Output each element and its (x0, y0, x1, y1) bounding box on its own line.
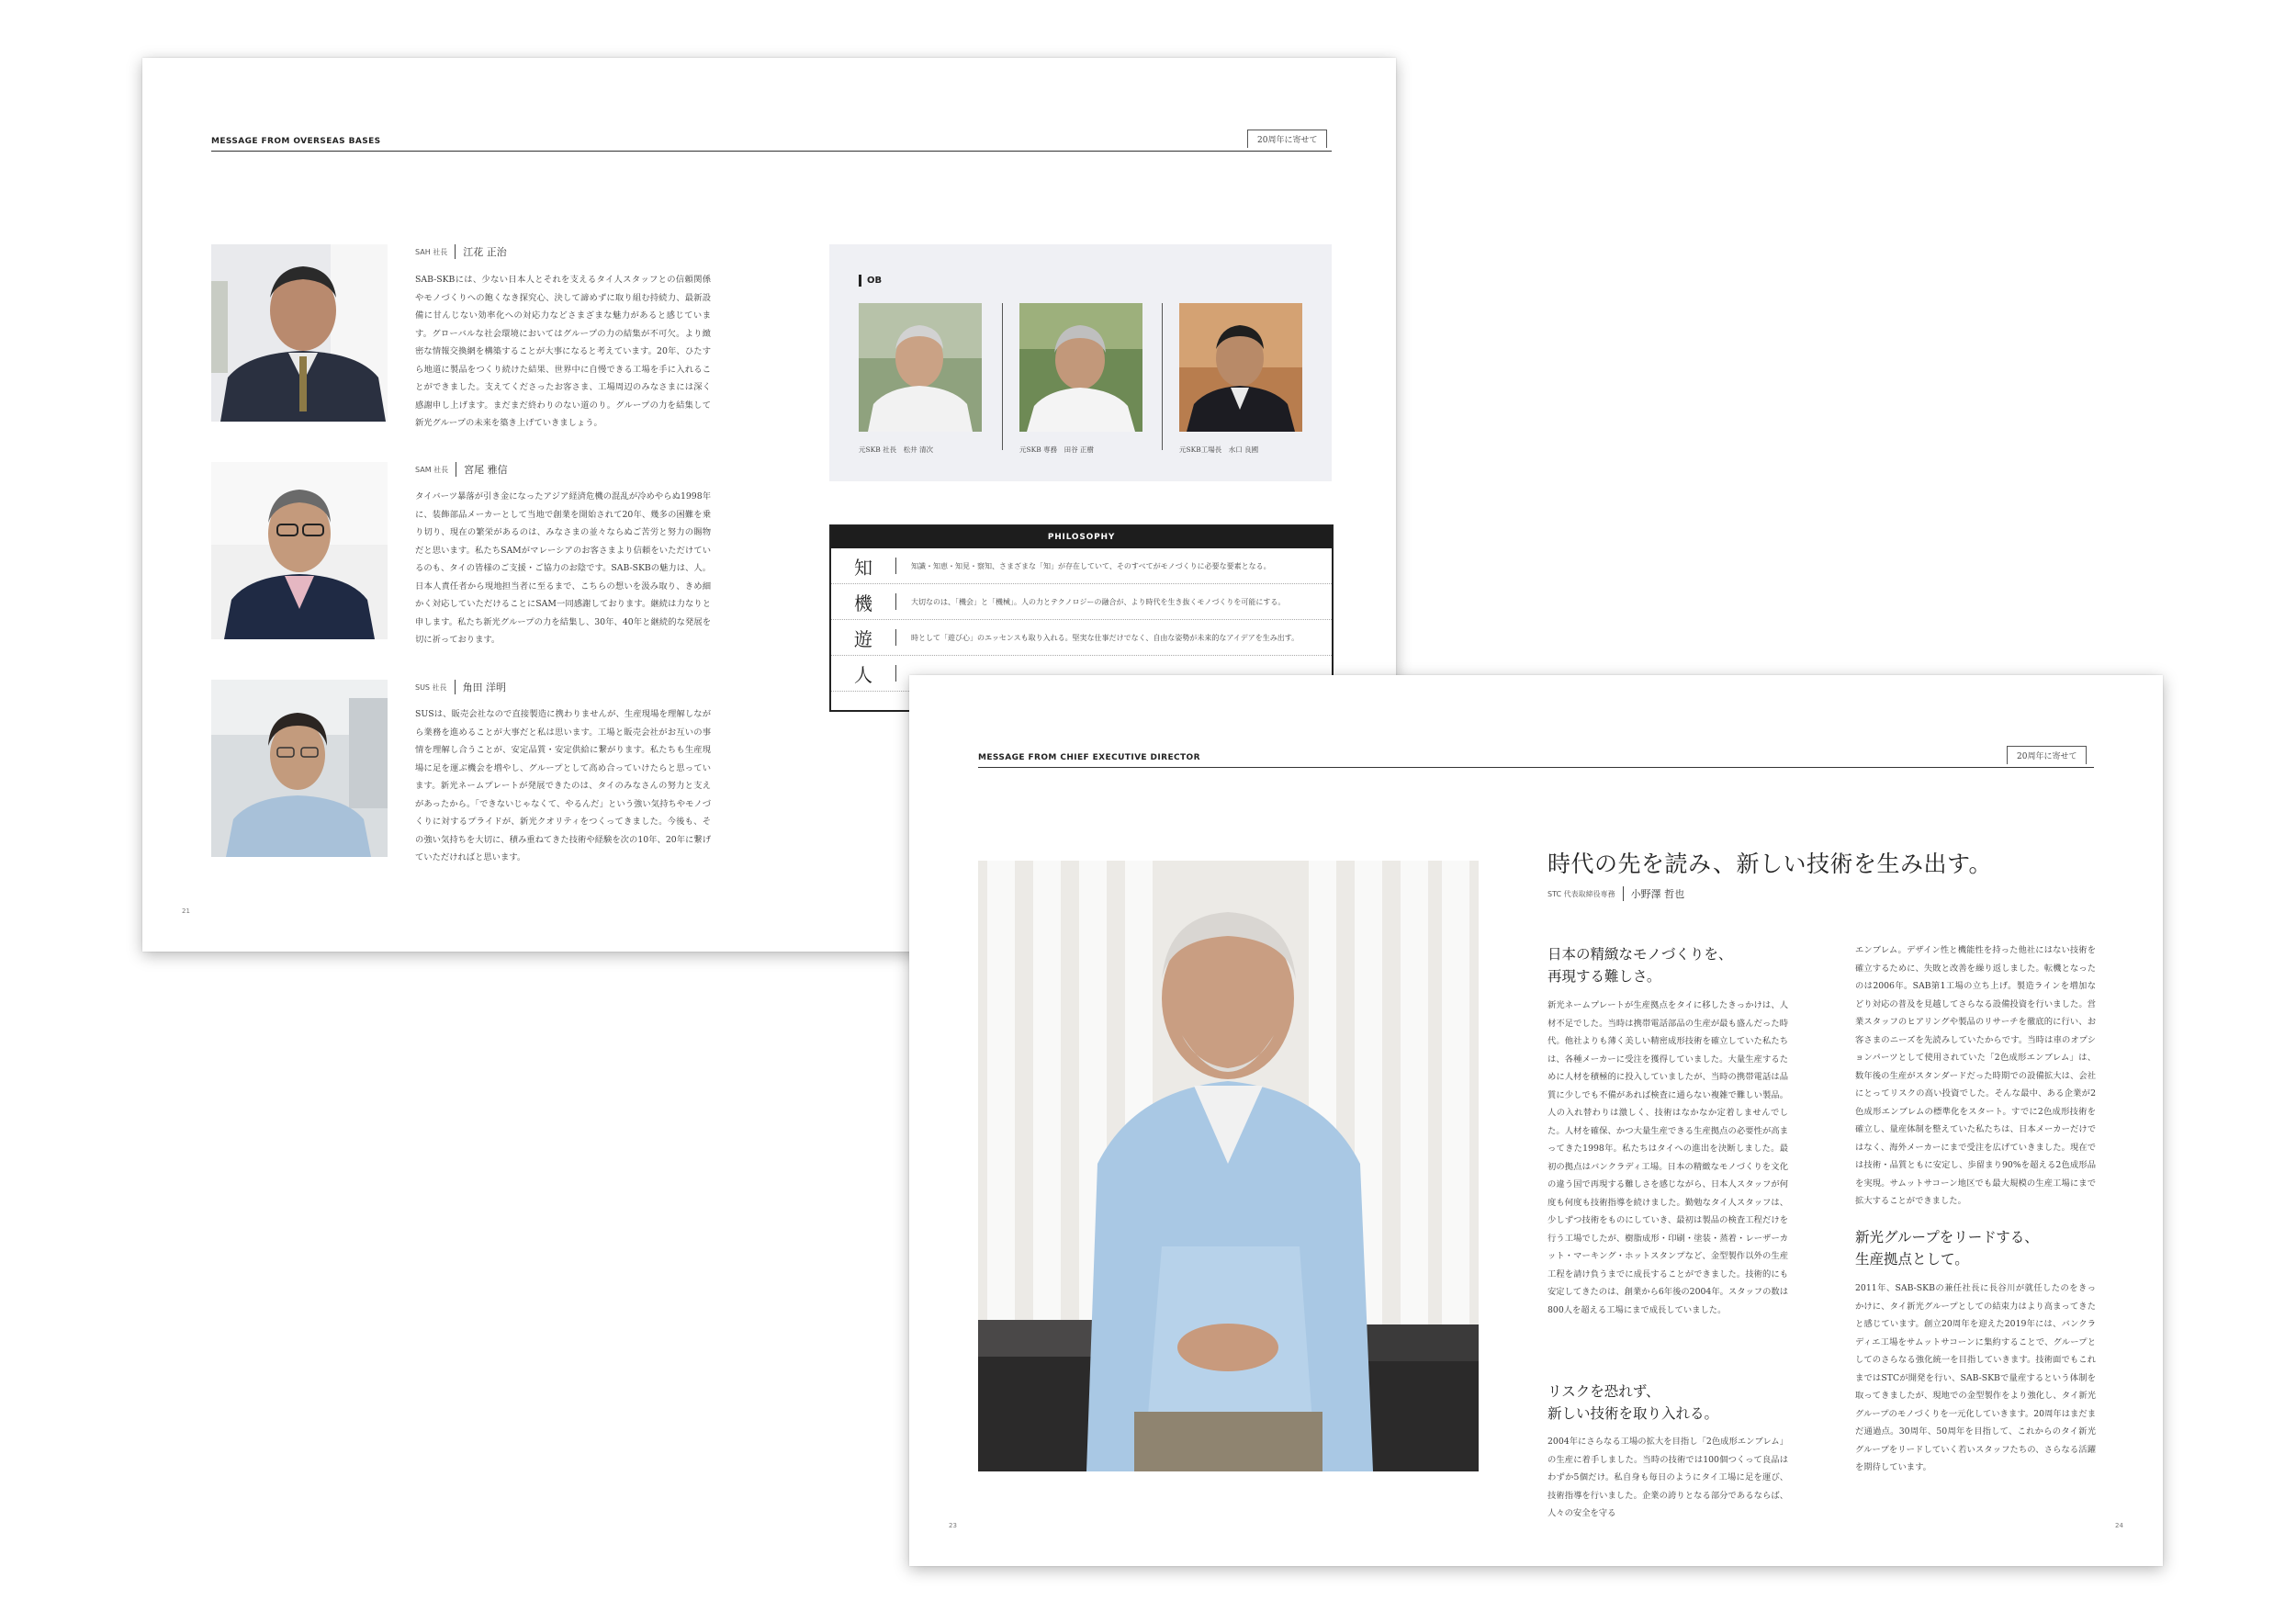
section-4-text: 2011年、SAB-SKBの兼任社長に長谷川が就任したのをきっかけに、タイ新光グループとしての結束力はより高まってきたと感じています。創立20周年を迎えた2019年には、バンクラディエ工場をサムットサコーンに集約することで、グループとしてのさらなる強化統一を目指していきます。技術面でもこれまではSTCが開発を行い、SAB-SKBで量産するという体制を取ってきましたが、現地での金型製作をより強化し、タイ新光グループのモノづくりを一元化していきます。20周年はまだまだ通過点。30周年、50周年を目指して、これからのタイ新光グループをリードしていく若いスタッフたちの、さらなる活躍を期待しています。 (1855, 1283, 2096, 1472)
philosophy-title: PHILOSOPHY (831, 526, 1332, 548)
section-1-heading (1548, 943, 1732, 987)
ob-divider-2 (1162, 303, 1163, 450)
ob-caption-3: 元SKB工場長 水口 良國 (1179, 445, 1259, 454)
ob-photo-3 (1179, 303, 1302, 432)
philosophy-row (831, 584, 1332, 620)
philosophy-kanji: 遊 (854, 627, 872, 650)
ob-photo-1 (859, 303, 982, 432)
portrait-photo-3 (211, 680, 388, 857)
section-3-text: エンブレム。デザイン性と機能性を持った他社にはない技術を確立するために、失敗と改善を繰り返しました。転機となったのは2006年。SAB第1工場の立ち上げ。製造ラインを増加などり対応の普及を見越してさらなる設備投資を行いました。営業スタッフのヒアリングや製品のリサーチを徹底的に行い、お客さまのニーズを先読みしていたからです。当時は車のオプションパーツとして使用されていた「2色成形エンブレム」は、数年後の生産がスタンダードだった時期での設備拡大は、会社にとってリスクの高い投資でした。そんな最中、ある企業が2色成形エンブレムの標準化をスタート。すでに2色成形技術を確立し、量産体制を整えていた私たちは、日本メーカーだけではなく、海外メーカーにまで受注を広げていきました。現在では技術・品質ともに安定し、歩留まり90%を超える2色成形品を実現。サムットサコーン地区でも最大規模の生産工場にまで拡大することができました。 (1855, 945, 2096, 1206)
philosophy-divider (895, 558, 896, 574)
section-4-heading (1855, 1226, 2039, 1270)
executive-name: 小野澤 哲也 (1630, 888, 1685, 900)
philosophy-divider (895, 629, 896, 646)
portrait-photo-1 (211, 244, 388, 422)
philosophy-divider (895, 593, 896, 610)
philosophy-text: 時として「遊び心」のエッセンスも取り入れる。堅実な仕事だけでなく、自由な姿勢が未来的なアイデアを生み出す。 (911, 633, 1300, 642)
ob-divider-1 (1002, 303, 1003, 450)
section-1-text: 新光ネームプレートが生産拠点をタイに移したきっかけは、人材不足でした。当時は携帯電話部品の生産が最も盛んだった時代。他社よりも薄く美しい精密成形技術を確立していた私たちは、各種メーカーに受注を獲得していました。大量生産するために人材を積極的に投入していましたが、当時の携帯電話は品質に少しでも不備があれば検査に通らない複雑で難しい製品。人の入れ替わりは激しく、技術はなかなか定着しませんでした。人材を確保、かつ大量生産できる生産拠点の必要性が高まってきた1998年。私たちはタイへの進出を決断しました。最初の拠点はバンクラディ工場。日本の精緻なモノづくりを文化の違う国で再現する難しさを感じながら、日本人スタッフが何度も何度も技術指導を続けました。勤勉なタイ人スタッフは、少しずつ技術をものにしていき、最初は製品の検査工程だけを行う工場でしたが、樹脂成形・印刷・塗装・蒸着・レーザーカット・マーキング・ホットスタンプなど、金型製作以外の生産工程を請け負うまでに成長することができました。技術的にも安定してきたのは、創業から6年後の2004年。スタッフの数は800人を超える工場にまで成長していました。 (1548, 1000, 1788, 1315)
front-header-rule (978, 767, 2094, 768)
profile-1-role: SAH 社長 (415, 247, 448, 256)
executive-meta (1548, 886, 1684, 901)
back-page-header: MESSAGE FROM OVERSEAS BASES (211, 137, 381, 146)
front-page-spread (909, 675, 2163, 1566)
profile-3-meta (415, 680, 506, 694)
front-page-number-right: 24 (2115, 1522, 2123, 1529)
profile-3-divider (455, 680, 456, 694)
ob-photo-2 (1019, 303, 1142, 432)
front-page-header: MESSAGE FROM CHIEF EXECUTIVE DIRECTOR (978, 753, 1200, 762)
section-1-heading-line-1: 日本の精緻なモノづくりを、 (1548, 946, 1733, 963)
section-4-heading-line-1: 新光グループをリードする、 (1855, 1229, 2039, 1245)
philosophy-kanji: 人 (854, 663, 872, 686)
executive-divider (1623, 886, 1624, 901)
profile-1-text: SAB-SKBには、少ない日本人とそれを支えるタイ人スタッフとの信頼関係やモノづくりへの飽くなき探究心、決して諦めずに取り組む持続力、最新設備に甘んじない効率化への対応力などさまざまな魅力があると感じています。グローバルな社会環境においてはグループの力の結集が不可欠。より緻密な情報交換網を構築することが大事になると考えています。20年、ひたすら地道に製品をつくり続けた結果、世界中に自慢できる工場を手に入れることができました。支えてくださったお客さま、工場周辺のみなさまには深く感謝申し上げます。まだまだ終わりのない道のり。グループの力を結集して新光グループの未来を築き上げていきましょう。 (415, 275, 711, 428)
section-2-heading-line-1: リスクを恐れず、 (1548, 1383, 1660, 1400)
philosophy-kanji: 機 (854, 592, 872, 614)
section-2-heading-line-2: 新しい技術を取り入れる。 (1548, 1405, 1719, 1422)
profile-1-meta (415, 244, 507, 259)
philosophy-kanji: 知 (854, 556, 872, 579)
profile-1-name: 江花 正治 (463, 246, 507, 258)
philosophy-text: 大切なのは、「機会」と「機械」。人の力とテクノロジーの融合が、より時代を生き抜くモノづくりを可能にする。 (911, 597, 1286, 606)
executive-portrait-photo (978, 861, 1479, 1471)
profile-2-role: SAM 社長 (415, 465, 449, 474)
back-header-rule (211, 151, 1332, 152)
philosophy-divider (895, 665, 896, 682)
front-page-number-left: 23 (949, 1522, 957, 1529)
ob-caption-2: 元SKB 専務 田谷 正樹 (1019, 445, 1095, 454)
profile-2-name: 宮尾 雅信 (464, 464, 508, 476)
philosophy-text: 知識・知恵・知見・察知、さまざまな「知」が存在していて、そのすべてがモノづくりに必要な要素となる。 (911, 561, 1271, 570)
portrait-photo-2 (211, 462, 388, 639)
executive-role: STC 代表取締役専務 (1548, 889, 1615, 898)
article-title: 時代の先を読み、新しい技術を生み出す。 (1548, 851, 1993, 877)
profile-2-text: タイバーツ暴落が引き金になったアジア経済危機の混乱が冷めやらぬ1998年に、装飾部品メーカーとして当地で創業を開始されて20年、幾多の困難を乗り切り、現在の繁栄があるのは、みなさまの並々ならぬご苦労と努力の賜物だと思います。私たちSAMがマレーシアのお客さまより信頼をいただけているのも、タイの皆様のご支援・ご協力のお陰です。SAB-SKBの魅力は、人。日本人責任者から現地担当者に至るまで、こちらの想いを汲み取り、きめ細かく対応していただけることにSAM一同感謝しております。継続は力なりと申します。私たち新光グループの力を結集し、30年、40年と継続的な発展を切に祈っております。 (415, 491, 711, 645)
back-page-number: 21 (182, 907, 190, 915)
back-page-tag: 20周年に寄せて (1247, 130, 1327, 148)
ob-box (829, 244, 1332, 481)
profile-2-meta (415, 462, 508, 477)
section-4-heading-line-2: 生産拠点として。 (1855, 1251, 1969, 1268)
profile-3-text: SUSは、販売会社なので直接製造に携わりませんが、生産現場を理解しながら業務を進めることが大事だと私は思います。工場と販売会社がお互いの事情を理解し合うことが、安定品質・安定供給に繋がります。私たちも生産現場に足を運ぶ機会を増やし、グループとして高め合っていけたらと思っています。新光ネームプレートが発展できたのは、タイのみなさんの努力と支えがあったから。「できないじゃなくて、やるんだ」という強い気持ちやモノづくりに対するプライドが、新光クオリティをつくってきました。今後も、その強い気持ちを大切に、積み重ねてきた技術や経験を次の10年、20年に繋げていただければと思います。 (415, 709, 711, 862)
section-2-heading (1548, 1381, 1718, 1425)
section-1-heading-line-2: 再現する難しさ。 (1548, 968, 1661, 985)
front-page-tag: 20周年に寄せて (2007, 746, 2087, 764)
profile-1-divider (455, 244, 456, 259)
philosophy-row (831, 620, 1332, 656)
profile-3-role: SUS 社長 (415, 682, 447, 692)
ob-title: OB (859, 275, 882, 287)
philosophy-row (831, 548, 1332, 584)
profile-3-name: 角田 洋明 (462, 682, 507, 693)
section-2-text: 2004年にさらなる工場の拡大を目指し「2色成形エンブレム」の生産に着手しました。当時の技術では100個つくって良品はわずか5個だけ。私自身も毎日のようにタイ工場に足を運び、技術指導を行いました。企業の誇りとなる部分であるならば、人々の安全を守る (1548, 1437, 1788, 1518)
ob-caption-1: 元SKB 社長 松井 清次 (859, 445, 934, 454)
